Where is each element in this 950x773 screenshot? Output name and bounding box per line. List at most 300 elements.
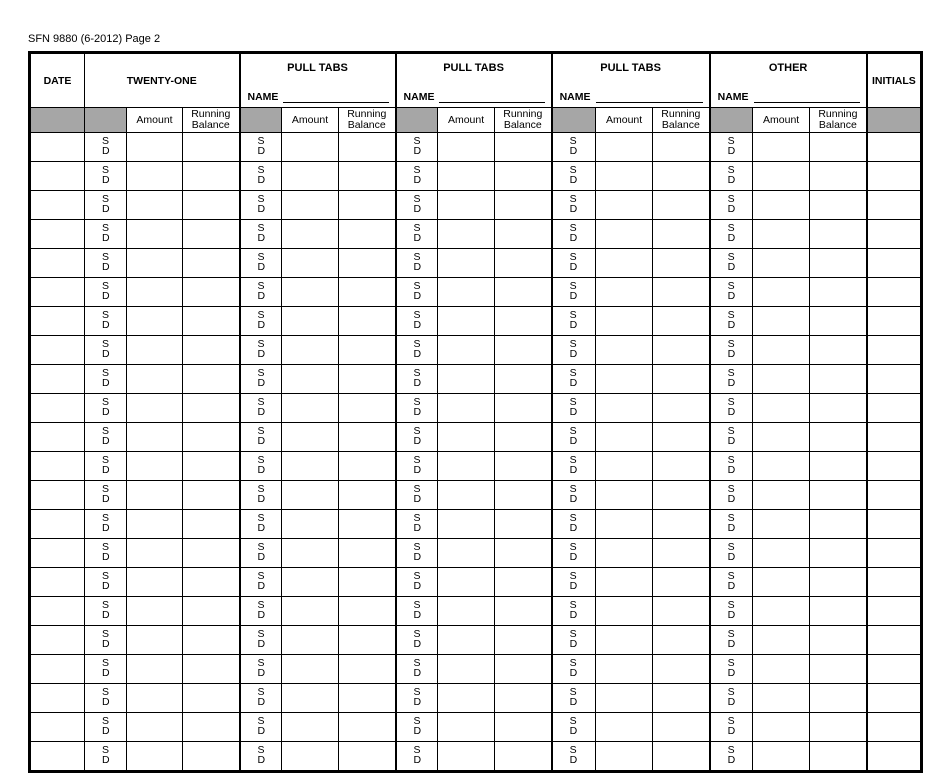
sd-marker[interactable]	[710, 191, 753, 220]
sd-marker[interactable]	[240, 597, 282, 626]
entry-cell[interactable]	[282, 191, 339, 220]
sd-marker[interactable]	[85, 365, 127, 394]
entry-cell[interactable]	[810, 684, 867, 713]
entry-cell[interactable]	[596, 278, 653, 307]
entry-cell[interactable]	[30, 510, 85, 539]
entry-cell[interactable]	[339, 423, 396, 452]
entry-cell[interactable]	[867, 626, 922, 655]
sd-marker[interactable]	[552, 655, 596, 684]
entry-cell[interactable]	[339, 481, 396, 510]
entry-cell[interactable]	[867, 394, 922, 423]
sd-marker[interactable]	[710, 365, 753, 394]
sd-marker[interactable]	[396, 162, 438, 191]
entry-cell[interactable]	[653, 597, 710, 626]
sd-marker[interactable]	[240, 278, 282, 307]
entry-cell[interactable]	[282, 597, 339, 626]
entry-cell[interactable]	[495, 394, 552, 423]
entry-cell[interactable]	[282, 365, 339, 394]
entry-cell[interactable]	[596, 481, 653, 510]
entry-cell[interactable]	[867, 307, 922, 336]
sd-marker[interactable]	[85, 307, 127, 336]
entry-cell[interactable]	[810, 278, 867, 307]
entry-cell[interactable]	[127, 336, 183, 365]
sd-marker[interactable]	[85, 626, 127, 655]
sd-marker[interactable]	[396, 220, 438, 249]
entry-cell[interactable]	[596, 191, 653, 220]
sd-marker[interactable]	[240, 249, 282, 278]
entry-cell[interactable]	[596, 220, 653, 249]
sd-marker[interactable]	[85, 510, 127, 539]
entry-cell[interactable]	[127, 597, 183, 626]
entry-cell[interactable]	[753, 510, 810, 539]
entry-cell[interactable]	[867, 510, 922, 539]
entry-cell[interactable]	[127, 249, 183, 278]
entry-cell[interactable]	[653, 162, 710, 191]
entry-cell[interactable]	[596, 539, 653, 568]
entry-cell[interactable]	[183, 481, 240, 510]
sd-marker[interactable]	[396, 452, 438, 481]
sd-marker[interactable]	[396, 568, 438, 597]
entry-cell[interactable]	[596, 626, 653, 655]
entry-cell[interactable]	[753, 481, 810, 510]
entry-cell[interactable]	[339, 365, 396, 394]
entry-cell[interactable]	[30, 481, 85, 510]
sd-marker[interactable]	[240, 133, 282, 162]
entry-cell[interactable]	[127, 742, 183, 772]
sd-marker[interactable]	[85, 452, 127, 481]
entry-cell[interactable]	[596, 365, 653, 394]
entry-cell[interactable]	[596, 133, 653, 162]
entry-cell[interactable]	[653, 365, 710, 394]
entry-cell[interactable]	[438, 597, 495, 626]
sd-marker[interactable]	[85, 539, 127, 568]
sd-marker[interactable]	[396, 539, 438, 568]
entry-cell[interactable]	[438, 655, 495, 684]
sd-marker[interactable]	[240, 626, 282, 655]
sd-marker[interactable]	[240, 220, 282, 249]
sd-marker[interactable]	[396, 365, 438, 394]
sd-marker[interactable]	[85, 133, 127, 162]
entry-cell[interactable]	[653, 220, 710, 249]
entry-cell[interactable]	[127, 191, 183, 220]
entry-cell[interactable]	[339, 307, 396, 336]
sd-marker[interactable]	[552, 742, 596, 772]
entry-cell[interactable]	[30, 394, 85, 423]
entry-cell[interactable]	[183, 626, 240, 655]
sd-marker[interactable]	[240, 510, 282, 539]
entry-cell[interactable]	[282, 742, 339, 772]
entry-cell[interactable]	[30, 597, 85, 626]
sd-marker[interactable]	[552, 307, 596, 336]
sd-marker[interactable]	[552, 365, 596, 394]
sd-marker[interactable]	[710, 568, 753, 597]
sd-marker[interactable]	[710, 307, 753, 336]
sd-marker[interactable]	[710, 655, 753, 684]
entry-cell[interactable]	[867, 655, 922, 684]
entry-cell[interactable]	[438, 162, 495, 191]
entry-cell[interactable]	[867, 220, 922, 249]
entry-cell[interactable]	[183, 423, 240, 452]
entry-cell[interactable]	[495, 133, 552, 162]
sd-marker[interactable]	[85, 713, 127, 742]
entry-cell[interactable]	[753, 684, 810, 713]
entry-cell[interactable]	[127, 684, 183, 713]
sd-marker[interactable]	[710, 249, 753, 278]
entry-cell[interactable]	[810, 365, 867, 394]
entry-cell[interactable]	[753, 423, 810, 452]
entry-cell[interactable]	[183, 742, 240, 772]
sd-marker[interactable]	[85, 394, 127, 423]
entry-cell[interactable]	[810, 336, 867, 365]
sd-marker[interactable]	[396, 133, 438, 162]
sd-marker[interactable]	[240, 742, 282, 772]
entry-cell[interactable]	[282, 278, 339, 307]
sd-marker[interactable]	[396, 626, 438, 655]
entry-cell[interactable]	[753, 365, 810, 394]
entry-cell[interactable]	[183, 713, 240, 742]
entry-cell[interactable]	[339, 684, 396, 713]
sd-marker[interactable]	[552, 539, 596, 568]
sd-marker[interactable]	[710, 597, 753, 626]
entry-cell[interactable]	[495, 684, 552, 713]
entry-cell[interactable]	[438, 510, 495, 539]
sd-marker[interactable]	[85, 162, 127, 191]
entry-cell[interactable]	[653, 742, 710, 772]
entry-cell[interactable]	[495, 626, 552, 655]
entry-cell[interactable]	[282, 655, 339, 684]
sd-marker[interactable]	[710, 278, 753, 307]
entry-cell[interactable]	[183, 510, 240, 539]
sd-marker[interactable]	[552, 597, 596, 626]
sd-marker[interactable]	[240, 307, 282, 336]
entry-cell[interactable]	[183, 539, 240, 568]
entry-cell[interactable]	[438, 191, 495, 220]
entry-cell[interactable]	[30, 742, 85, 772]
entry-cell[interactable]	[495, 713, 552, 742]
entry-cell[interactable]	[438, 394, 495, 423]
sd-marker[interactable]	[710, 452, 753, 481]
sd-marker[interactable]	[240, 684, 282, 713]
sd-marker[interactable]	[552, 713, 596, 742]
entry-cell[interactable]	[339, 133, 396, 162]
entry-cell[interactable]	[653, 626, 710, 655]
entry-cell[interactable]	[753, 191, 810, 220]
entry-cell[interactable]	[282, 394, 339, 423]
sd-marker[interactable]	[396, 655, 438, 684]
sd-marker[interactable]	[552, 452, 596, 481]
entry-cell[interactable]	[183, 365, 240, 394]
entry-cell[interactable]	[30, 539, 85, 568]
entry-cell[interactable]	[495, 191, 552, 220]
entry-cell[interactable]	[596, 742, 653, 772]
sd-marker[interactable]	[552, 133, 596, 162]
entry-cell[interactable]	[183, 249, 240, 278]
entry-cell[interactable]	[339, 510, 396, 539]
entry-cell[interactable]	[495, 539, 552, 568]
entry-cell[interactable]	[495, 423, 552, 452]
entry-cell[interactable]	[753, 133, 810, 162]
sd-marker[interactable]	[710, 220, 753, 249]
entry-cell[interactable]	[867, 191, 922, 220]
entry-cell[interactable]	[127, 133, 183, 162]
entry-cell[interactable]	[30, 655, 85, 684]
entry-cell[interactable]	[596, 713, 653, 742]
sd-marker[interactable]	[552, 684, 596, 713]
entry-cell[interactable]	[810, 191, 867, 220]
entry-cell[interactable]	[653, 655, 710, 684]
sd-marker[interactable]	[85, 742, 127, 772]
entry-cell[interactable]	[753, 220, 810, 249]
entry-cell[interactable]	[183, 220, 240, 249]
entry-cell[interactable]	[867, 336, 922, 365]
entry-cell[interactable]	[339, 713, 396, 742]
entry-cell[interactable]	[753, 307, 810, 336]
entry-cell[interactable]	[867, 684, 922, 713]
sd-marker[interactable]	[396, 249, 438, 278]
entry-cell[interactable]	[183, 597, 240, 626]
sd-marker[interactable]	[552, 278, 596, 307]
entry-cell[interactable]	[867, 365, 922, 394]
entry-cell[interactable]	[596, 568, 653, 597]
entry-cell[interactable]	[30, 336, 85, 365]
entry-cell[interactable]	[183, 133, 240, 162]
sd-marker[interactable]	[710, 626, 753, 655]
entry-cell[interactable]	[810, 452, 867, 481]
entry-cell[interactable]	[653, 249, 710, 278]
entry-cell[interactable]	[753, 249, 810, 278]
entry-cell[interactable]	[30, 249, 85, 278]
sd-marker[interactable]	[710, 539, 753, 568]
sd-marker[interactable]	[710, 713, 753, 742]
sd-marker[interactable]	[552, 249, 596, 278]
name-field[interactable]	[283, 93, 388, 103]
entry-cell[interactable]	[653, 133, 710, 162]
entry-cell[interactable]	[596, 307, 653, 336]
sd-marker[interactable]	[240, 394, 282, 423]
entry-cell[interactable]	[653, 191, 710, 220]
sd-marker[interactable]	[240, 655, 282, 684]
entry-cell[interactable]	[183, 655, 240, 684]
sd-marker[interactable]	[552, 626, 596, 655]
entry-cell[interactable]	[30, 191, 85, 220]
sd-marker[interactable]	[552, 423, 596, 452]
entry-cell[interactable]	[596, 684, 653, 713]
entry-cell[interactable]	[810, 713, 867, 742]
entry-cell[interactable]	[653, 307, 710, 336]
entry-cell[interactable]	[495, 568, 552, 597]
entry-cell[interactable]	[339, 220, 396, 249]
entry-cell[interactable]	[438, 568, 495, 597]
entry-cell[interactable]	[30, 684, 85, 713]
sd-marker[interactable]	[240, 162, 282, 191]
entry-cell[interactable]	[438, 423, 495, 452]
entry-cell[interactable]	[810, 597, 867, 626]
entry-cell[interactable]	[127, 568, 183, 597]
entry-cell[interactable]	[127, 481, 183, 510]
entry-cell[interactable]	[810, 568, 867, 597]
entry-cell[interactable]	[339, 162, 396, 191]
entry-cell[interactable]	[282, 539, 339, 568]
entry-cell[interactable]	[339, 626, 396, 655]
entry-cell[interactable]	[30, 365, 85, 394]
entry-cell[interactable]	[127, 394, 183, 423]
sd-marker[interactable]	[710, 133, 753, 162]
entry-cell[interactable]	[30, 423, 85, 452]
entry-cell[interactable]	[867, 133, 922, 162]
entry-cell[interactable]	[495, 307, 552, 336]
entry-cell[interactable]	[810, 394, 867, 423]
entry-cell[interactable]	[753, 742, 810, 772]
name-field[interactable]	[439, 93, 544, 103]
entry-cell[interactable]	[653, 394, 710, 423]
sd-marker[interactable]	[396, 336, 438, 365]
entry-cell[interactable]	[339, 394, 396, 423]
sd-marker[interactable]	[85, 191, 127, 220]
sd-marker[interactable]	[240, 423, 282, 452]
entry-cell[interactable]	[282, 510, 339, 539]
entry-cell[interactable]	[867, 539, 922, 568]
entry-cell[interactable]	[596, 249, 653, 278]
entry-cell[interactable]	[495, 655, 552, 684]
entry-cell[interactable]	[127, 220, 183, 249]
entry-cell[interactable]	[810, 655, 867, 684]
entry-cell[interactable]	[810, 626, 867, 655]
entry-cell[interactable]	[127, 278, 183, 307]
entry-cell[interactable]	[596, 655, 653, 684]
entry-cell[interactable]	[183, 452, 240, 481]
entry-cell[interactable]	[30, 220, 85, 249]
sd-marker[interactable]	[710, 423, 753, 452]
entry-cell[interactable]	[183, 568, 240, 597]
entry-cell[interactable]	[127, 365, 183, 394]
entry-cell[interactable]	[810, 307, 867, 336]
entry-cell[interactable]	[438, 220, 495, 249]
sd-marker[interactable]	[240, 481, 282, 510]
entry-cell[interactable]	[810, 220, 867, 249]
entry-cell[interactable]	[810, 539, 867, 568]
sd-marker[interactable]	[710, 481, 753, 510]
entry-cell[interactable]	[596, 162, 653, 191]
entry-cell[interactable]	[867, 278, 922, 307]
sd-marker[interactable]	[85, 278, 127, 307]
entry-cell[interactable]	[438, 365, 495, 394]
entry-cell[interactable]	[339, 539, 396, 568]
entry-cell[interactable]	[495, 510, 552, 539]
sd-marker[interactable]	[552, 394, 596, 423]
entry-cell[interactable]	[282, 452, 339, 481]
entry-cell[interactable]	[495, 278, 552, 307]
sd-marker[interactable]	[85, 597, 127, 626]
entry-cell[interactable]	[495, 481, 552, 510]
entry-cell[interactable]	[438, 452, 495, 481]
entry-cell[interactable]	[30, 278, 85, 307]
entry-cell[interactable]	[183, 278, 240, 307]
entry-cell[interactable]	[596, 423, 653, 452]
entry-cell[interactable]	[438, 684, 495, 713]
sd-marker[interactable]	[85, 684, 127, 713]
entry-cell[interactable]	[810, 162, 867, 191]
entry-cell[interactable]	[183, 191, 240, 220]
sd-marker[interactable]	[396, 278, 438, 307]
entry-cell[interactable]	[753, 655, 810, 684]
sd-marker[interactable]	[552, 191, 596, 220]
sd-marker[interactable]	[396, 481, 438, 510]
entry-cell[interactable]	[282, 568, 339, 597]
entry-cell[interactable]	[282, 481, 339, 510]
entry-cell[interactable]	[753, 394, 810, 423]
entry-cell[interactable]	[438, 742, 495, 772]
sd-marker[interactable]	[240, 713, 282, 742]
entry-cell[interactable]	[653, 278, 710, 307]
entry-cell[interactable]	[753, 452, 810, 481]
entry-cell[interactable]	[810, 510, 867, 539]
entry-cell[interactable]	[30, 307, 85, 336]
entry-cell[interactable]	[867, 713, 922, 742]
sd-marker[interactable]	[710, 742, 753, 772]
sd-marker[interactable]	[240, 568, 282, 597]
entry-cell[interactable]	[30, 713, 85, 742]
sd-marker[interactable]	[85, 423, 127, 452]
entry-cell[interactable]	[810, 742, 867, 772]
entry-cell[interactable]	[596, 336, 653, 365]
sd-marker[interactable]	[396, 510, 438, 539]
entry-cell[interactable]	[438, 713, 495, 742]
entry-cell[interactable]	[495, 220, 552, 249]
entry-cell[interactable]	[867, 162, 922, 191]
sd-marker[interactable]	[552, 568, 596, 597]
sd-marker[interactable]	[240, 336, 282, 365]
entry-cell[interactable]	[438, 626, 495, 655]
entry-cell[interactable]	[495, 336, 552, 365]
entry-cell[interactable]	[867, 742, 922, 772]
entry-cell[interactable]	[867, 481, 922, 510]
entry-cell[interactable]	[183, 336, 240, 365]
sd-marker[interactable]	[85, 568, 127, 597]
entry-cell[interactable]	[810, 481, 867, 510]
sd-marker[interactable]	[85, 481, 127, 510]
entry-cell[interactable]	[282, 626, 339, 655]
sd-marker[interactable]	[85, 249, 127, 278]
entry-cell[interactable]	[753, 278, 810, 307]
entry-cell[interactable]	[339, 249, 396, 278]
entry-cell[interactable]	[438, 481, 495, 510]
entry-cell[interactable]	[127, 626, 183, 655]
sd-marker[interactable]	[396, 191, 438, 220]
entry-cell[interactable]	[282, 307, 339, 336]
entry-cell[interactable]	[753, 597, 810, 626]
entry-cell[interactable]	[867, 597, 922, 626]
entry-cell[interactable]	[653, 568, 710, 597]
sd-marker[interactable]	[396, 307, 438, 336]
entry-cell[interactable]	[653, 510, 710, 539]
entry-cell[interactable]	[596, 394, 653, 423]
entry-cell[interactable]	[810, 133, 867, 162]
sd-marker[interactable]	[552, 510, 596, 539]
entry-cell[interactable]	[127, 423, 183, 452]
entry-cell[interactable]	[653, 481, 710, 510]
entry-cell[interactable]	[438, 249, 495, 278]
entry-cell[interactable]	[282, 336, 339, 365]
entry-cell[interactable]	[127, 452, 183, 481]
sd-marker[interactable]	[85, 336, 127, 365]
entry-cell[interactable]	[753, 336, 810, 365]
entry-cell[interactable]	[339, 336, 396, 365]
entry-cell[interactable]	[127, 307, 183, 336]
name-field[interactable]	[596, 93, 703, 103]
entry-cell[interactable]	[596, 452, 653, 481]
entry-cell[interactable]	[282, 713, 339, 742]
sd-marker[interactable]	[85, 220, 127, 249]
